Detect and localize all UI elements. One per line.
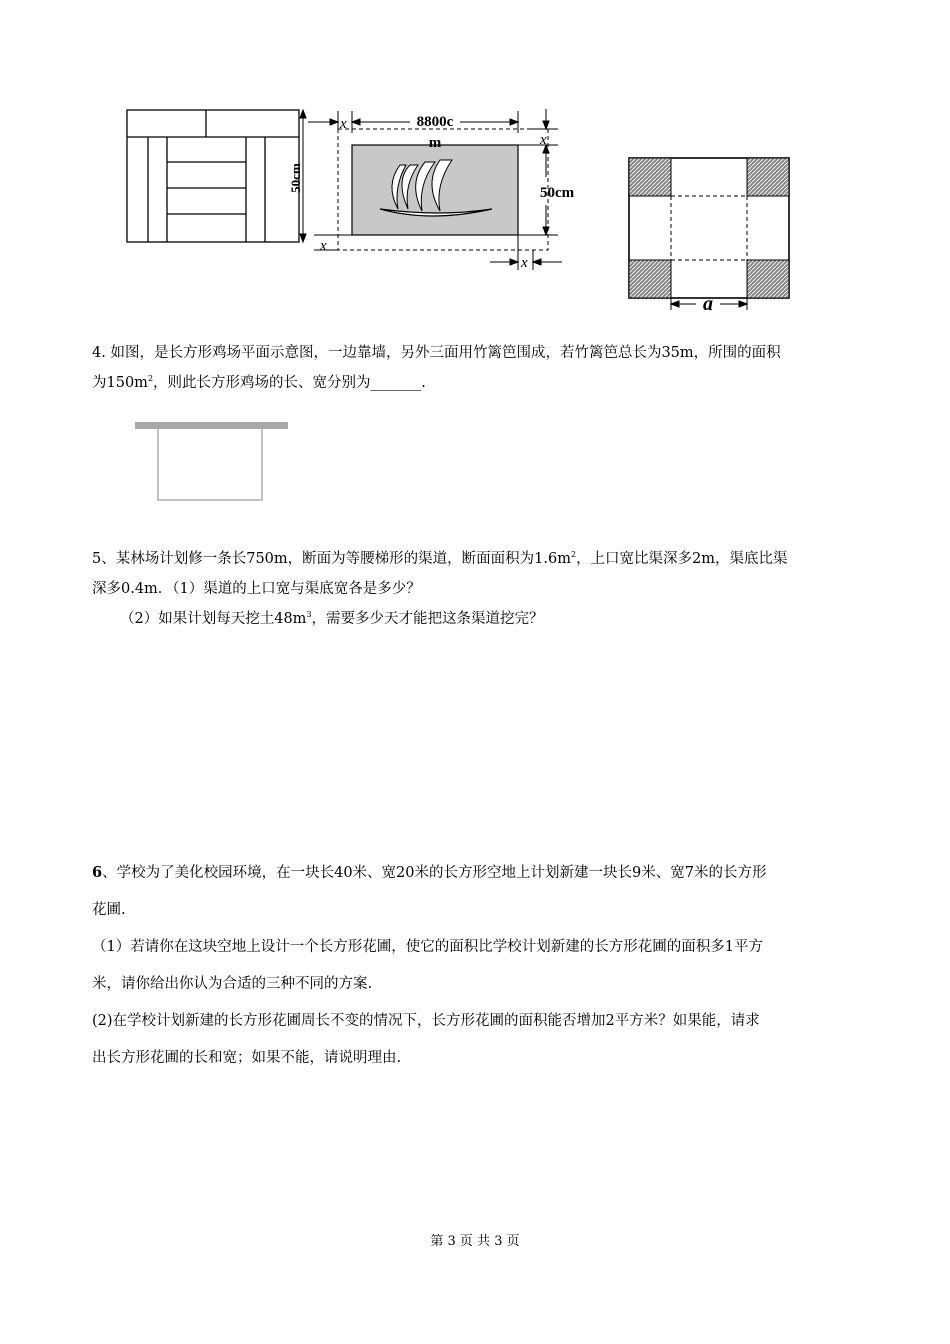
picture-width-label: 8800c — [416, 114, 454, 130]
q5-line-3-post: ，需要多少天才能把这条渠道挖完？ — [311, 611, 544, 627]
q6-line-2: 花圃. — [92, 902, 126, 918]
q6-line-1 — [92, 854, 862, 892]
q5-line-3 — [92, 604, 862, 634]
q6-line-3: （1）若请你在这块空地上设计一个长方形花圃，使它的面积比学校计划新建的长方形花圃的面积多1平方 — [92, 939, 763, 955]
frame-figure — [120, 100, 320, 250]
q6-line-6: 出长方形花圃的长和宽；如果不能，请说明理由. — [92, 1050, 402, 1066]
var-x-top-left: x — [340, 116, 347, 132]
q4-line-1: 4. 如图，是长方形鸡场平面示意图，一边靠墙，另外三面用竹篱笆围成，若竹篱笆总长为35m，所围的面积 — [92, 345, 781, 361]
q5-line-3-pre: （2）如果计划每天挖土48m — [120, 611, 307, 627]
q4-line-2-pre: 为150m — [92, 375, 148, 391]
picture-width-label-tail: m — [428, 135, 442, 151]
q6-line-4: 米，请你给出你认为合适的三种不同的方案. — [92, 976, 373, 992]
q4-sup: 2 — [147, 374, 154, 383]
question-4 — [92, 338, 862, 398]
q5-line-1 — [92, 544, 862, 574]
q4-line-2 — [92, 368, 862, 398]
q5-line-2: 深多0.4m．（1）渠道的上口宽与渠底宽各是多少？ — [92, 581, 421, 597]
page-footer: 第 3 页 共 3 页 — [430, 1234, 520, 1249]
var-x-bottom-left: x — [320, 238, 327, 254]
picture-height-label: 50cm — [540, 185, 575, 201]
var-x-bottom-right: x — [521, 255, 528, 270]
box-side-label: a — [703, 293, 713, 315]
box-net-figure — [620, 150, 800, 315]
question-5 — [92, 544, 862, 634]
q6-line-1-rest: 、学校为了美化校园环境，在一块长40米、宽20米的长方形空地上计划新建一块长9米、宽7米的长方形 — [102, 865, 767, 881]
q5-line-1-post: ，上口宽比渠深多2m，渠底比渠 — [576, 551, 788, 567]
frame-height-label: 50cm — [288, 163, 303, 193]
q5-line-1-pre: 5、某林场计划修一条长750m，断面为等腰梯形的渠道，断面面积为1.6m — [92, 551, 571, 567]
q5-sup-2: 3 — [306, 610, 312, 619]
chicken-farm-figure — [130, 418, 295, 508]
wall — [135, 422, 288, 429]
q5-sup-1: 2 — [570, 550, 577, 559]
picture-frame-figure — [300, 105, 590, 270]
q6-line-5: (2)在学校计划新建的长方形花圃周长不变的情况下，长方形花圃的面积能否增加2平方米？如果能，请求 — [92, 1013, 760, 1029]
q6-number: 6 — [92, 864, 103, 881]
question-6 — [92, 854, 862, 1077]
var-x-right: x — [540, 132, 547, 148]
q4-line-2-post: ，则此长方形鸡场的长、宽分别为_______. — [153, 375, 426, 391]
